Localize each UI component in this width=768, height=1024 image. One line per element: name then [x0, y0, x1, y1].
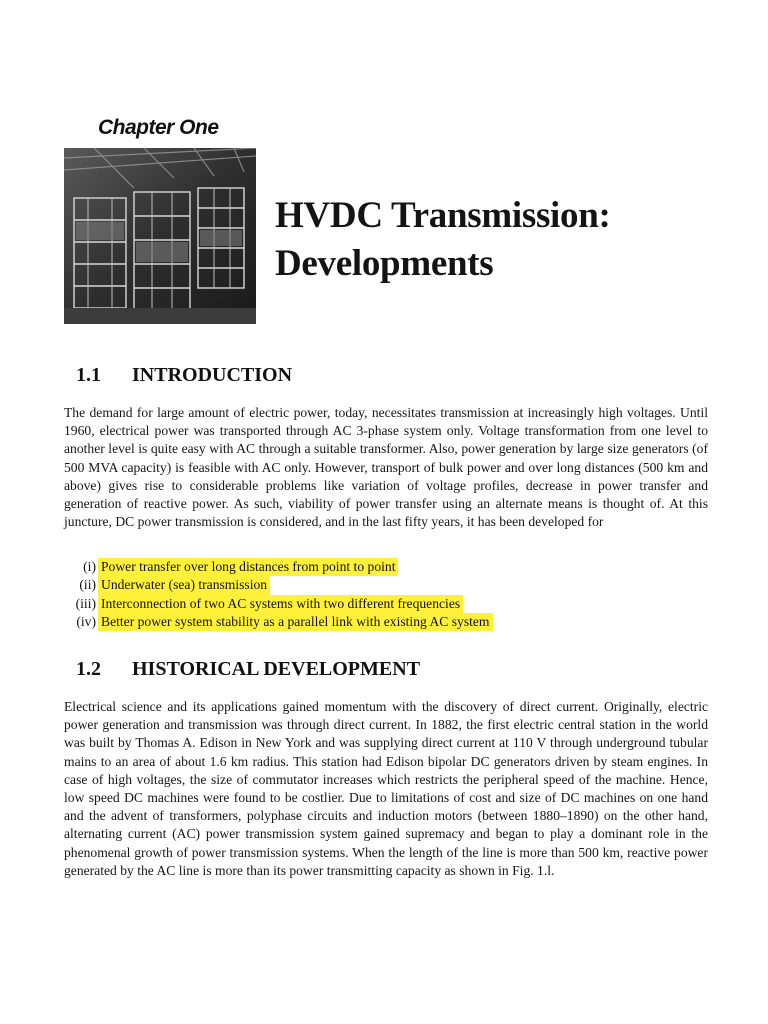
section-number: 1.1 — [76, 364, 101, 386]
list-item — [64, 613, 534, 631]
history-paragraph — [64, 698, 708, 880]
list-item-text: Power transfer over long distances from point to point — [98, 558, 398, 576]
developed-for-list — [64, 558, 534, 631]
chapter-label: Chapter One — [98, 116, 219, 139]
history-paragraph-text: Electrical science and its applications gained momentum with the discovery of direct current. Originally, electric power generation and transmission was through direct current. In 1882, the first electric central station in the world was built by Thomas A. Edison in New York and was supplying direct current at 110 V through underground tubular mains to an area of about 1.6 km radius. This station had Edison bipolar DC generators driven by steam engines. In case of high voltages, the size of commutator increases which restricts the peripheral speed of the machine. Hence, low speed DC machines were found to be costlier. Due to limitations of cost and size of DC machines on one hand and the advent of transformers, polyphase circuits and induction motors (between 1880–1890) on the other hand, alternating current (AC) power transmission system gained supremacy and began to play a dominant role in the phenomenal growth of power transmission systems. When the length of the line is more than 500 km, reactive power generated by the AC line is more than its power transmitting capacity as shown in Fig. 1.l. — [64, 699, 708, 878]
list-item — [64, 558, 534, 576]
intro-paragraph — [64, 404, 708, 531]
list-item-marker: (iv) — [76, 613, 96, 629]
chapter-title — [275, 192, 611, 288]
list-item-marker: (ii) — [79, 577, 96, 593]
intro-paragraph-text: The demand for large amount of electric power, today, necessitates transmission at increasingly high voltages. Until 1960, electrical power was transported through AC 3-phase system only. Voltage transformation from one level to another level is quite easy with AC through a suitable transformer. Also, power generation by large size generators (of 500 MVA capacity) is feasible with AC only. However, transport of bulk power and over long distances (500 km and above) gives rise to considerable problems like variation of voltage profiles, decrease in power transfer and generation of reactive power. As such, viability of power transfer using an alternate means is thought of. At this juncture, DC power transmission is considered, and in the last fifty years, it has been developed for — [64, 405, 708, 530]
list-item-marker: (iii) — [75, 595, 96, 611]
valve-hall-photo — [64, 148, 256, 324]
section-title: INTRODUCTION — [132, 364, 293, 386]
list-item — [64, 576, 534, 594]
list-item-text: Interconnection of two AC systems with two different frequencies — [98, 595, 463, 613]
section-heading-introduction — [76, 364, 292, 387]
list-item — [64, 595, 534, 613]
section-heading-historical-development — [76, 658, 420, 681]
chapter-title-line-2: Developments — [275, 243, 494, 284]
section-title: HISTORICAL DEVELOPMENT — [132, 658, 421, 680]
chapter-title-line-1: HVDC Transmission: — [275, 195, 611, 236]
section-number: 1.2 — [76, 658, 101, 680]
list-item-text: Underwater (sea) transmission — [98, 576, 270, 594]
list-item-text: Better power system stability as a parallel link with existing AC system — [98, 613, 493, 631]
list-item-marker: (i) — [83, 559, 96, 574]
